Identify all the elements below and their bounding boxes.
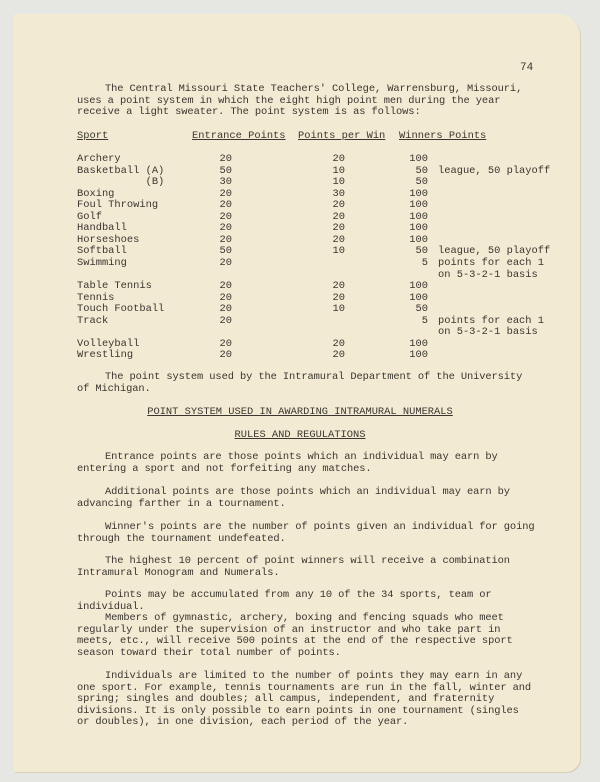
note-cell: on 5-3-2-1 basis — [438, 268, 538, 281]
michigan-text: The point system used by the Intramural Department of the University of Michigan. — [77, 371, 523, 395]
entrance-points-cell: 50 — [219, 245, 232, 258]
winners-points-cell: 100 — [409, 280, 428, 293]
table-row — [0, 257, 600, 269]
entrance-points-cell: 20 — [219, 233, 232, 246]
entrance-points-cell: 20 — [219, 256, 232, 269]
table-row — [0, 280, 600, 292]
entrance-points-cell: 20 — [219, 199, 232, 212]
rule-text: Winner's points are the number of points given an individual for going through the tournament undefeated. — [77, 521, 535, 545]
rule-text: The highest 10 percent of point winners will receive a combination Intramural Monogram and Numerals. — [77, 555, 510, 579]
winners-points-cell: 100 — [409, 349, 428, 362]
points-per-win-cell: 20 — [332, 280, 345, 293]
note-cell: points for each 1 — [438, 256, 545, 269]
table-row — [0, 269, 600, 281]
winners-points-cell: 5 — [421, 314, 428, 327]
winners-points-cell: 50 — [415, 245, 428, 258]
rule-paragraph — [77, 613, 537, 659]
entrance-points-cell: 20 — [219, 210, 232, 223]
entrance-points-cell: 20 — [219, 291, 232, 304]
rule-paragraph — [77, 556, 537, 579]
entrance-points-cell: 20 — [219, 280, 232, 293]
entrance-points-cell: 30 — [219, 176, 232, 189]
note-cell: league, 50 playoff — [438, 164, 551, 177]
sport-cell: Wrestling — [77, 349, 134, 362]
table-row — [0, 326, 600, 338]
points-per-win-cell: 20 — [332, 349, 345, 362]
entrance-points-cell: 20 — [219, 314, 232, 327]
section-heading: POINT SYSTEM USED IN AWARDING INTRAMURAL NUMERALS — [147, 406, 453, 418]
header-entrance-points: Entrance Points — [192, 130, 286, 142]
sport-cell: Tennis — [77, 291, 115, 304]
sport-cell: Golf — [77, 210, 102, 223]
table-row — [0, 315, 600, 327]
points-per-win-cell: 30 — [332, 187, 345, 200]
entrance-points-cell: 20 — [219, 187, 232, 200]
points-per-win-cell: 20 — [332, 222, 345, 235]
entrance-points-cell: 50 — [219, 164, 232, 177]
winners-points-cell: 100 — [409, 153, 428, 165]
rule-paragraph — [77, 452, 537, 475]
rules-heading: RULES AND REGULATIONS — [234, 429, 366, 441]
entrance-points-cell: 20 — [219, 349, 232, 362]
points-per-win-cell: 20 — [332, 291, 345, 304]
sport-cell: Swimming — [77, 256, 127, 269]
sport-cell: Archery — [77, 153, 121, 165]
points-per-win-cell: 10 — [332, 303, 345, 316]
rule-text: Entrance points are those points which an individual may earn by entering a sport and not forfeiting any matches. — [77, 451, 498, 475]
entrance-points-cell: 20 — [219, 222, 232, 235]
points-per-win-cell: 20 — [332, 210, 345, 223]
rule-paragraph — [77, 671, 537, 729]
points-per-win-cell: 20 — [332, 153, 345, 165]
sport-cell: Touch Football — [77, 303, 165, 316]
sport-cell: Basketball (A) — [77, 164, 165, 177]
entrance-points-cell: 20 — [219, 153, 232, 165]
winners-points-cell: 100 — [409, 291, 428, 304]
sport-cell: Boxing — [77, 187, 115, 200]
sport-cell: Table Tennis — [77, 280, 152, 293]
points-per-win-cell: 10 — [332, 176, 345, 189]
points-per-win-cell: 10 — [332, 245, 345, 258]
sport-cell: Foul Throwing — [77, 199, 159, 212]
points-per-win-cell: 10 — [332, 164, 345, 177]
table-row — [0, 222, 600, 234]
winners-points-cell: 50 — [415, 303, 428, 316]
rule-paragraph — [77, 487, 537, 510]
table-row — [0, 349, 600, 361]
points-per-win-cell: 20 — [332, 337, 345, 350]
rule-paragraph — [77, 590, 537, 613]
intro-text: The Central Missouri State Teachers' College, Warrensburg, Missouri, uses a point system in which the eight high point men during the year receive a light sweater. The point system is as follows: — [77, 83, 523, 119]
table-row — [0, 188, 600, 200]
sport-cell: Track — [77, 314, 109, 327]
points-per-win-cell: 20 — [332, 233, 345, 246]
winners-points-cell: 5 — [421, 256, 428, 269]
michigan-paragraph — [77, 372, 537, 395]
table-row — [0, 303, 600, 315]
sport-cell: Softball — [77, 245, 127, 258]
note-cell: on 5-3-2-1 basis — [438, 326, 538, 339]
winners-points-cell: 100 — [409, 222, 428, 235]
winners-points-cell: 100 — [409, 187, 428, 200]
table-row — [0, 234, 600, 246]
rule-text: Members of gymnastic, archery, boxing and fencing squads who meet regularly under the supervision of an instructor and who take part in meets, etc., will receive 500 points at the end of the respective sport season toward their total number of points. — [77, 612, 513, 659]
table-row — [0, 338, 600, 350]
table-row — [0, 199, 600, 211]
sport-cell: Volleyball — [77, 337, 140, 350]
winners-points-cell: 100 — [409, 210, 428, 223]
table-row — [0, 292, 600, 304]
note-cell: league, 50 playoff — [438, 245, 551, 258]
sport-cell: Horseshoes — [77, 233, 140, 246]
intro-paragraph — [77, 84, 537, 119]
table-row — [0, 165, 600, 177]
table-row — [0, 153, 600, 165]
header-points-per-win: Points per Win — [298, 130, 386, 142]
header-sport: Sport — [77, 130, 109, 142]
page-number: 74 — [520, 62, 534, 74]
header-winners-points: Winners Points — [399, 130, 487, 142]
table-row — [0, 245, 600, 257]
winners-points-cell: 50 — [415, 176, 428, 189]
entrance-points-cell: 20 — [219, 337, 232, 350]
rule-text: Individuals are limited to the number of points they may earn in any one sport. For example, tennis tournaments are run in the fall, winter and spring; singles and doubles; all campus, independent, and fraternity divisions. It is only possible to earn points in one tournament (singles or doubles), in one division, each period of the year. — [77, 670, 532, 729]
rule-text: Points may be accumulated from any 10 of the 34 sports, team or individual. — [77, 589, 492, 613]
table-row — [0, 176, 600, 188]
rule-text: Additional points are those points which an individual may earn by advancing farther in a tournament. — [77, 486, 510, 510]
winners-points-cell: 100 — [409, 199, 428, 212]
winners-points-cell: 100 — [409, 337, 428, 350]
winners-points-cell: 50 — [415, 164, 428, 177]
sport-cell: (B) — [77, 176, 165, 189]
points-per-win-cell: 20 — [332, 199, 345, 212]
entrance-points-cell: 20 — [219, 303, 232, 316]
rule-paragraph — [77, 522, 537, 545]
sport-cell: Handball — [77, 222, 127, 235]
table-row — [0, 211, 600, 223]
note-cell: points for each 1 — [438, 314, 545, 327]
winners-points-cell: 100 — [409, 233, 428, 246]
